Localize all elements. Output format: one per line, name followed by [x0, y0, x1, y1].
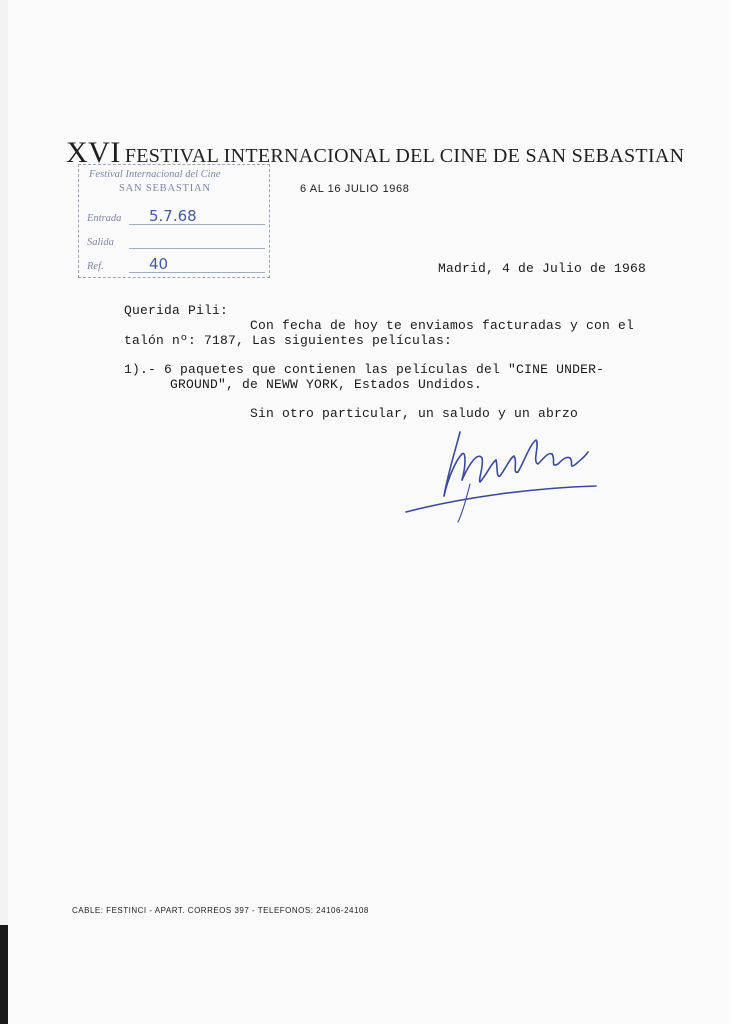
stamp-salida-label: Salida [87, 237, 114, 248]
stamp-salida-row [87, 231, 267, 251]
stamp-header: Festival Internacional del Cine [89, 169, 221, 180]
festival-dates: 6 AL 16 JULIO 1968 [300, 183, 410, 195]
salutation: Querida Pili: [124, 303, 229, 318]
handwritten-signature [400, 418, 610, 528]
stamp-entrada-row [87, 207, 267, 227]
closing: Sin otro particular, un saludo y un abrzo [250, 406, 579, 421]
stamp-entrada-label: Entrada [87, 213, 122, 224]
paragraph1-line1: Con fecha de hoy te enviamos facturadas y con el [250, 318, 635, 333]
item-line2: GROUND", de NEWW YORK, Estados Undidos. [170, 377, 483, 392]
place-date: Madrid, 4 de Julio de 1968 [438, 261, 647, 276]
letterhead-footer: CABLE: FESTINCI - APART. CORREOS 397 - TELEFONOS: 24106-24108 [72, 906, 369, 915]
paragraph1-line2: talón nº: 7187, Las siguientes películas: [124, 333, 453, 348]
stamp-entrada-value: 5.7.68 [149, 207, 197, 225]
stamp-ref-label: Ref. [87, 261, 104, 272]
stamp-salida-line [129, 248, 265, 249]
stamp-subheader: SAN SEBASTIAN [119, 183, 211, 194]
stamp-ref-row [87, 255, 267, 275]
stamp-ref-value: 40 [149, 255, 169, 273]
edition-number: XVI [66, 136, 121, 169]
festival-name: FESTIVAL INTERNACIONAL DEL CINE DE SAN SEBASTIAN [124, 145, 685, 167]
registry-stamp [78, 164, 270, 278]
page-edge [0, 0, 8, 1024]
scan-edge [0, 925, 8, 1024]
item-line1: 1).- 6 paquetes que contienen las películas del "CINE UNDER- [124, 362, 605, 377]
